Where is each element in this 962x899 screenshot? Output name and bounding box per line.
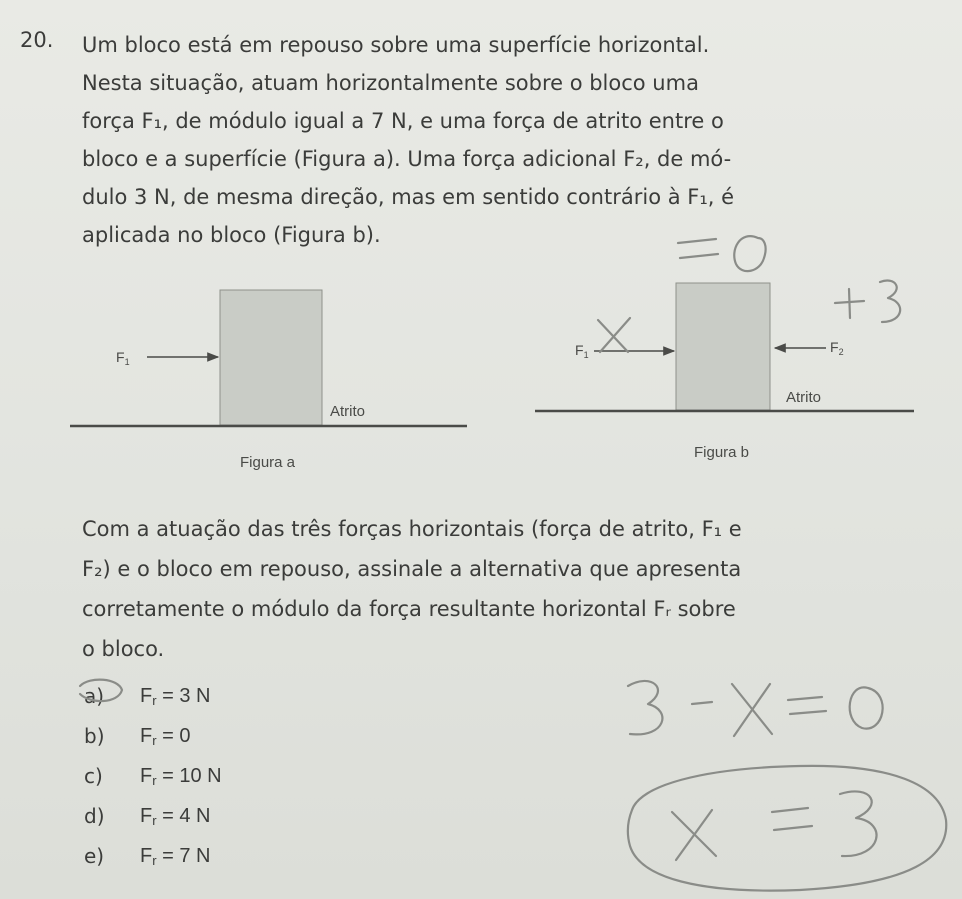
prompt-line: o bloco.	[82, 637, 165, 661]
question-number: 20.	[20, 28, 54, 52]
statement-line: bloco e a superfície (Figura a). Uma força adicional F₂, de mó-	[82, 147, 732, 171]
option-formula: Fr = 4 N	[140, 804, 211, 828]
friction-label-b: Atrito	[786, 389, 822, 406]
force-label-f2-b: $F_2$	[830, 339, 844, 357]
statement-line: Um bloco está em repouso sobre uma superfície horizontal.	[82, 33, 710, 57]
handwritten-cross-mark	[598, 318, 630, 352]
option-formula: Fr = 10 N	[140, 764, 222, 788]
figure-a-caption: Figura a	[240, 454, 296, 471]
handwritten-circle-option-a	[80, 680, 122, 701]
handwritten-equation	[628, 681, 883, 736]
handwritten-boxed-answer	[628, 766, 946, 891]
statement-line: dulo 3 N, de mesma direção, mas em sentido contrário à F₁, é	[82, 185, 735, 209]
statement-line: Nesta situação, atuam horizontalmente sobre o bloco uma	[82, 71, 699, 95]
option-letter: c)	[84, 764, 103, 788]
handwritten-plus-three	[835, 281, 900, 322]
prompt-line: F₂) e o bloco em repouso, assinale a alternativa que apresenta	[82, 557, 742, 581]
statement-line: aplicada no bloco (Figura b).	[82, 223, 381, 247]
force-label-f1-a: $F_1$	[116, 349, 130, 367]
prompt-line: corretamente o módulo da força resultante horizontal Fᵣ sobre	[82, 597, 736, 621]
force-label-f1-b: $F_1$	[575, 342, 589, 360]
option-letter: a)	[84, 684, 105, 708]
option-letter: b)	[84, 724, 105, 748]
option-letter: e)	[84, 844, 105, 868]
handwritten-equals-zero	[678, 236, 766, 271]
option-formula: Fr = 0	[140, 724, 191, 748]
friction-label-a: Atrito	[330, 403, 366, 420]
option-letter: d)	[84, 804, 105, 828]
option-formula: Fr = 3 N	[140, 684, 211, 708]
statement-line: força F₁, de módulo igual a 7 N, e uma força de atrito entre o	[82, 109, 724, 133]
prompt-line: Com a atuação das três forças horizontais (força de atrito, F₁ e	[82, 517, 742, 541]
option-formula: Fr = 7 N	[140, 844, 211, 868]
figure-b-caption: Figura b	[694, 444, 750, 461]
